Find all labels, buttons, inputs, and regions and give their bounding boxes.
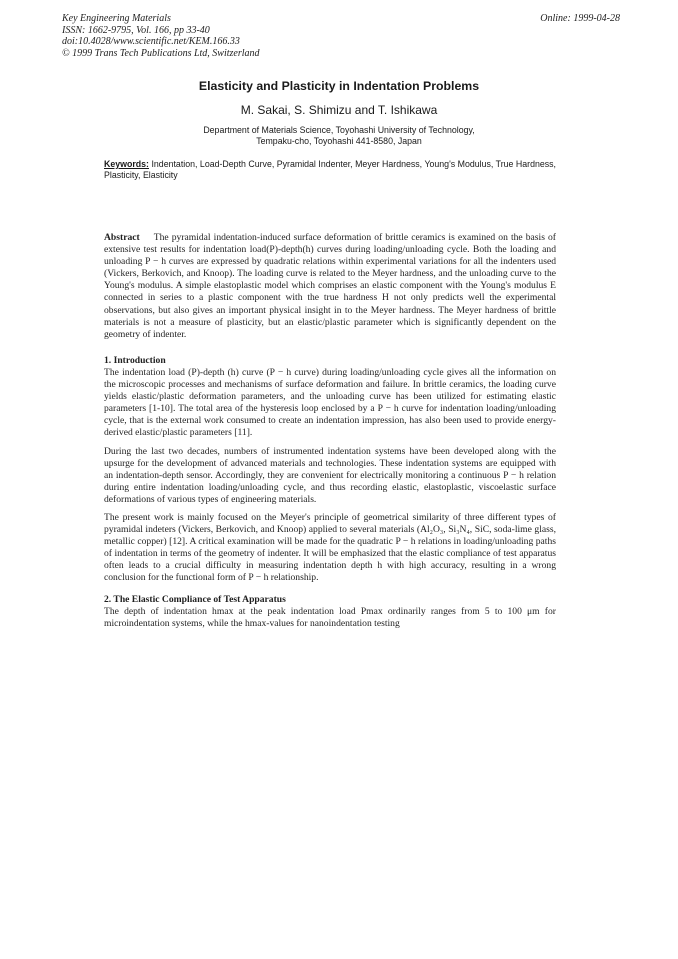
section-1-paragraph-3: The present work is mainly focused on the Meyer's principle of geometrical similarity of three different types of pyramidal indeters (Vickers, Berkovich, and Knoop) applied to several materials (Al₂O₃, Si₃N₄, SiC, soda-lime glass, metallic copper) [12]. A critical examination will be made for the quadratic P − h relations in loading/unloading paths of indentation in terms of the geometry of indenter. It will be emphasized that the elastic compliance of test apparatus often leads to a crucial difficulty in measuring indentation depth h with high accuracy, resulting in a wrong conclusion for the functional form of P − h relationship.	[104, 511, 556, 584]
copyright-line: © 1999 Trans Tech Publications Ltd, Switzerland	[62, 47, 260, 59]
main-text	[104, 232, 556, 630]
abstract-heading: Abstract	[104, 232, 140, 243]
journal-header	[62, 13, 260, 59]
issn-line: ISSN: 1662-9795, Vol. 166, pp 33-40	[62, 24, 210, 36]
affiliation-line-1: Department of Materials Science, Toyohashi University of Technology,	[203, 125, 475, 135]
section-1-paragraph-2: During the last two decades, numbers of instrumented indentation systems have been developed along with the upsurge for the development of advanced materials and technologies. These indentation systems are equipped with an indentation-depth sensor. Accordingly, they are convenient for electrically monitoring a continuous P − h relation during entire indentation loading/unloading cycle, and thus recording elastic, elastoplastic, viscoelastic surface deformations of various types of engineering materials.	[104, 445, 556, 505]
journal-name: Key Engineering Materials	[62, 13, 171, 24]
keywords-label: Keywords:	[104, 159, 149, 169]
affiliation-line-2: Tempaku-cho, Toyohashi 441-8580, Japan	[256, 136, 422, 146]
affiliation	[0, 125, 678, 147]
abstract	[104, 232, 556, 341]
section-2-paragraph-1: The depth of indentation hmax at the peak indentation load Pmax ordinarily ranges from 5 to 100 μm for microindentation systems, while the hmax-values for nanoindentation testing	[104, 605, 556, 629]
section-1-paragraph-1: The indentation load (P)-depth (h) curve (P − h curve) during loading/unloading cycle gives all the information on the microscopic processes and mechanisms of surface deformation and failure. In brittle ceramics, the loading curve yields elastic/plastic deformation parameters, and the unloading curve has been utilized for estimating elastic parameters [1-10]. The total area of the hysteresis loop enclosed by a P − h curve for indentation loading/unloading cycle, that is the external work consumed to create an indentation impression, has also been used to provide energy-derived elastic/plastic parameters [11].	[104, 366, 556, 439]
keywords	[104, 159, 556, 181]
online-date: Online: 1999-04-28	[540, 13, 620, 24]
doi-line[interactable]: doi:10.4028/www.scientific.net/KEM.166.33	[62, 36, 240, 47]
abstract-text: The pyramidal indentation-induced surface deformation of brittle ceramics is examined on the basis of extensive test results for indentation load(P)-depth(h) curves during loading/unloading cycle. Both the loading and unloading P − h curves are expressed by quadratic relations within experimental variations for all the indenters used (Vickers, Berkovich, and Knoop). The loading curve is related to the Meyer hardness, and the unloading curve to the Young's modulus. A simple elastoplastic model which comprises an elastic component with the Young's modulus E connected in series to a plastic component with the true hardness H not only predicts well the experimental observations, but also gives an important physical insight in to the Meyer hardness. The Meyer hardness of brittle materials is not a measure of plasticity, but an elastic/plastic parameter which is significantly dependent on the geometry of indenter.	[104, 232, 556, 340]
keywords-list: Indentation, Load-Depth Curve, Pyramidal Indenter, Meyer Hardness, Young's Modulus, True Hardness, Plasticity, Elasticity	[104, 159, 556, 180]
section-1-heading: 1. Introduction	[104, 354, 166, 366]
section-2-heading: 2. The Elastic Compliance of Test Apparatus	[104, 593, 286, 605]
paper-authors: M. Sakai, S. Shimizu and T. Ishikawa	[240, 103, 438, 117]
paper-title: Elasticity and Plasticity in Indentation Problems	[198, 79, 480, 93]
